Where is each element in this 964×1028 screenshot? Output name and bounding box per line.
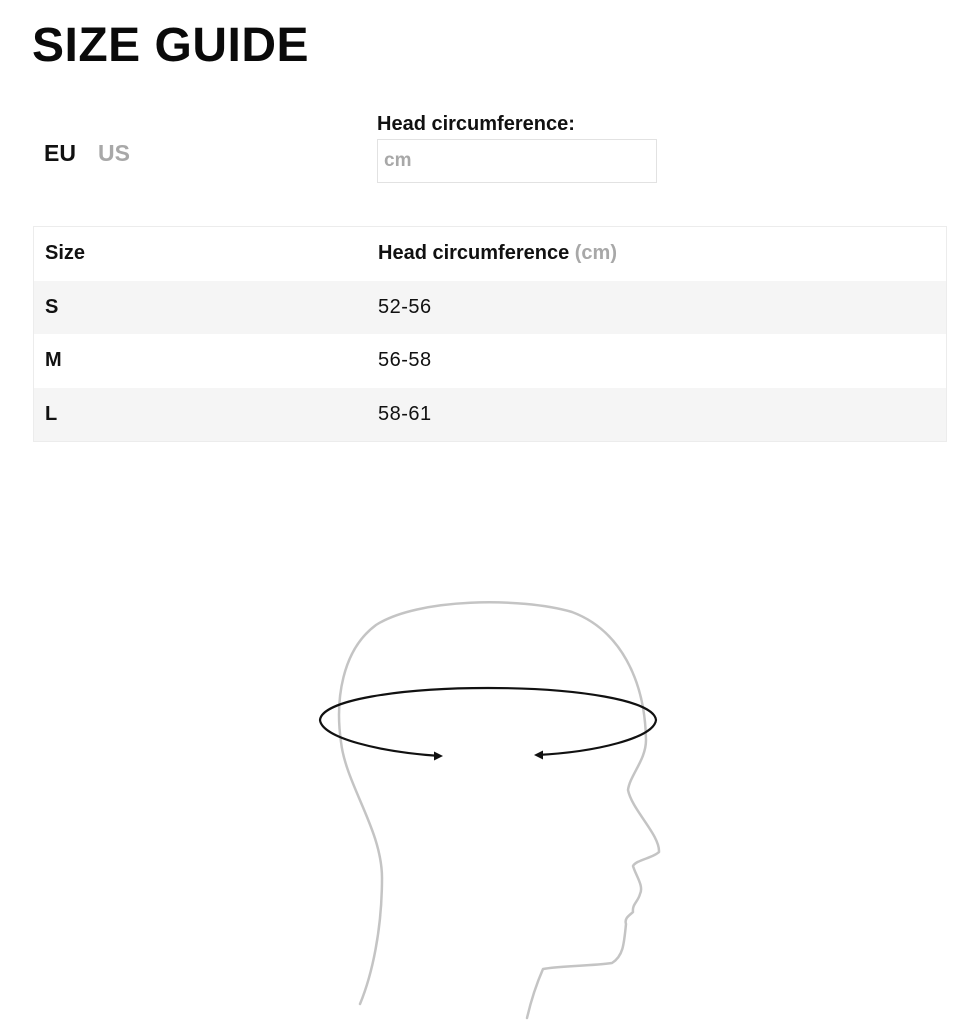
unit-option-us[interactable]: US	[97, 140, 130, 166]
header-unit: (cm)	[574, 242, 617, 265]
unit-toggle	[44, 138, 130, 168]
table-row	[34, 388, 946, 442]
head-circumference-input[interactable]	[377, 139, 657, 183]
header-size: Size	[45, 242, 86, 265]
row-circumference: 56-58	[378, 349, 432, 372]
row-size: M	[45, 349, 62, 372]
table-row	[34, 281, 946, 335]
header-circumference	[367, 242, 946, 265]
ring-arrow-right	[534, 751, 543, 760]
measure-ring	[320, 688, 656, 756]
table-row	[34, 334, 946, 388]
row-circumference: 52-56	[378, 295, 432, 318]
row-circumference: 58-61	[378, 402, 432, 425]
header-circumference-label: Head circumference	[378, 242, 570, 265]
row-size: S	[45, 295, 59, 318]
head-circumference-label: Head circumference:	[377, 113, 575, 135]
row-size: L	[45, 402, 58, 425]
page-title: SIZE GUIDE	[32, 19, 310, 72]
table-header-row	[34, 227, 946, 281]
ring-arrow-left	[434, 752, 443, 761]
unit-option-eu[interactable]: EU	[44, 140, 76, 166]
head-outline	[339, 602, 659, 1018]
size-table	[33, 226, 947, 442]
